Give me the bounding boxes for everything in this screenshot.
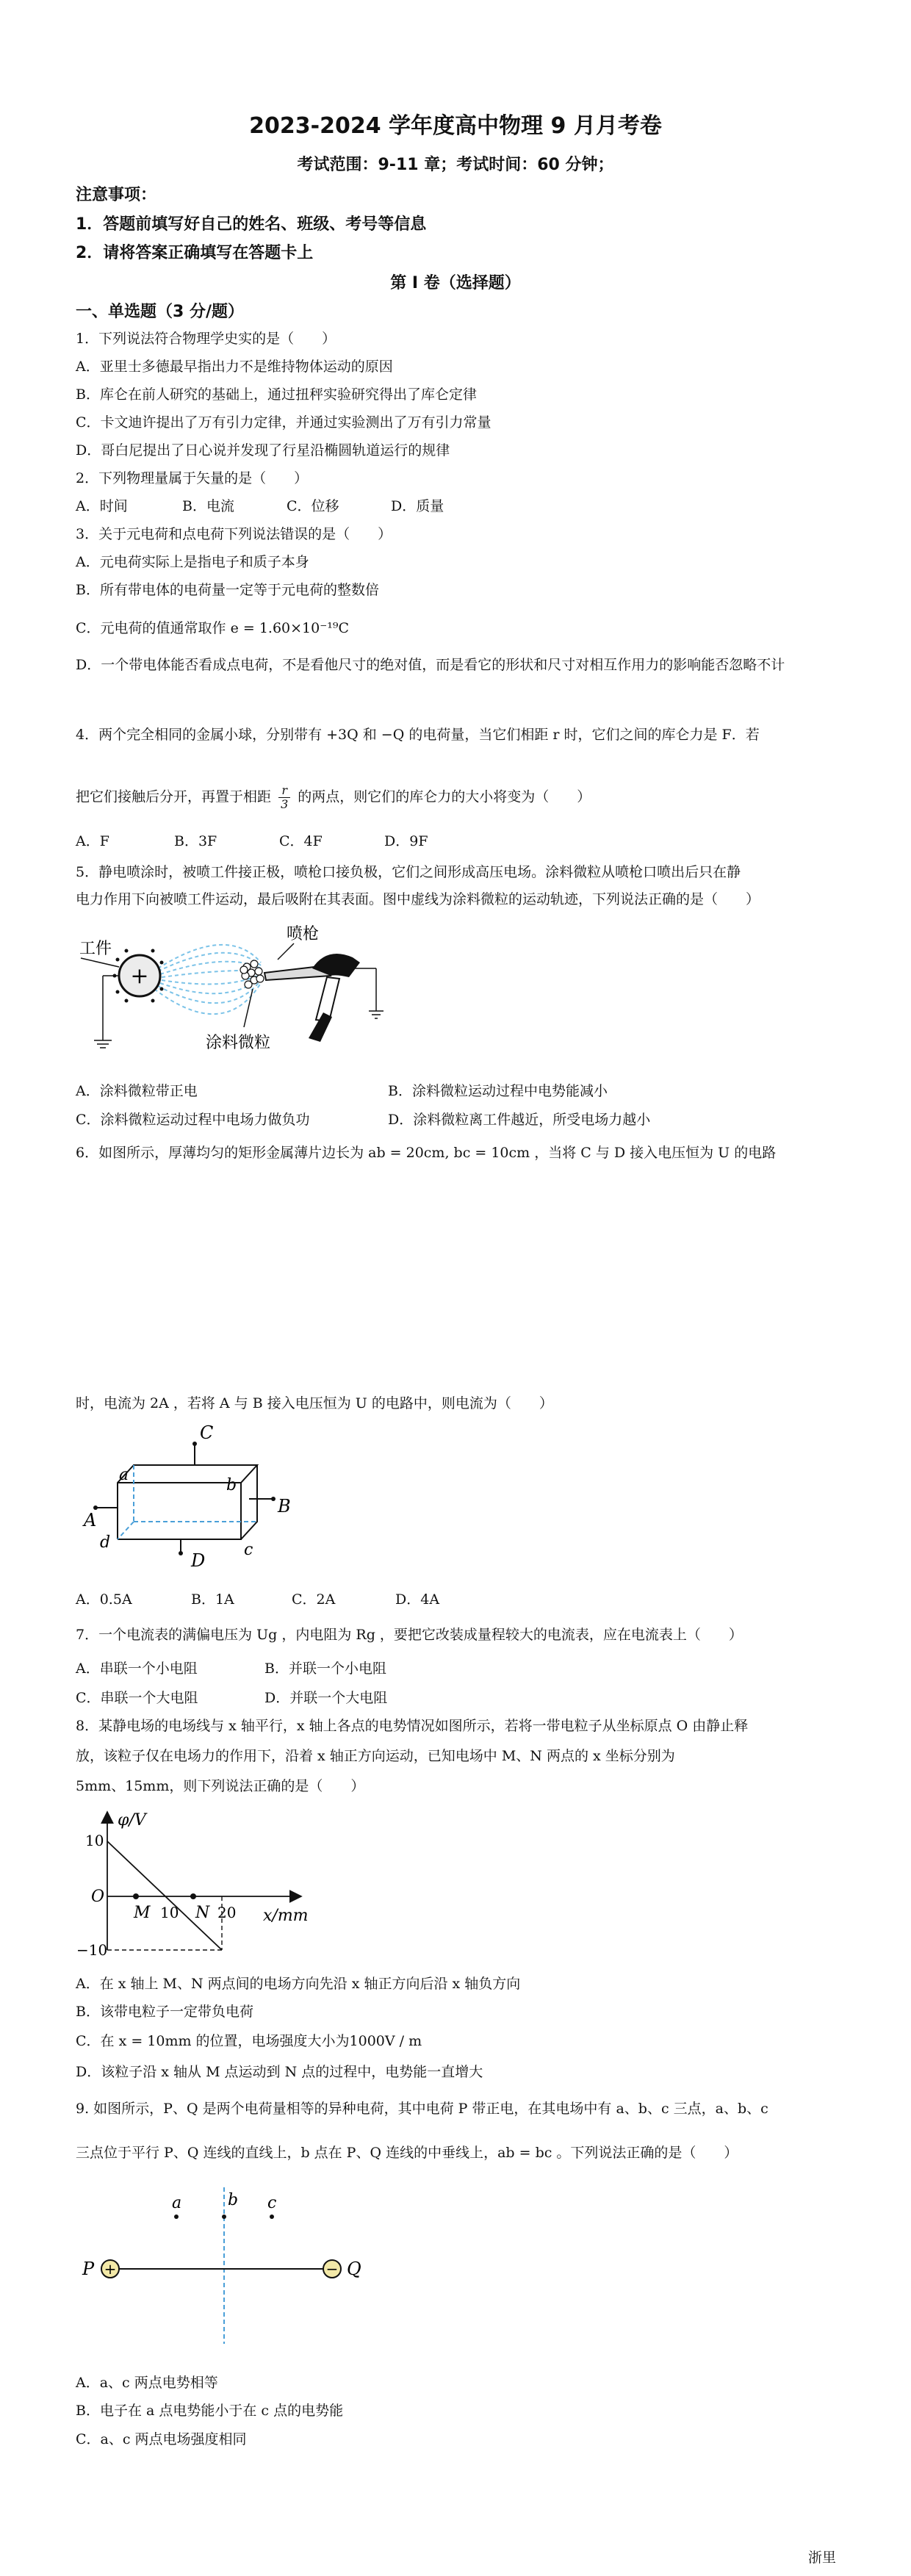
- q2-option-c: C．位移: [287, 498, 339, 514]
- q9-label-b: b: [228, 2191, 239, 2209]
- q8-stem-line3: 5mm、15mm，则下列说法正确的是（ ）: [76, 1778, 365, 1794]
- q7-option-b: B．并联一个小电阻: [264, 1661, 386, 1677]
- q4-stem-line2: [76, 784, 591, 811]
- q6-label-C: C: [200, 1422, 214, 1443]
- q8-potential-graph: [66, 1803, 323, 1965]
- q8-x-label: x/mm: [263, 1907, 309, 1925]
- notice-item: 2．请将答案正确填写在答题卡上: [76, 244, 314, 262]
- q6-plate-side: [241, 1465, 257, 1539]
- q4-option-a: A．F: [76, 833, 109, 849]
- q8-label-M: M: [134, 1904, 151, 1922]
- q9-point-b: [222, 2215, 226, 2219]
- q9-point-c: [270, 2215, 274, 2219]
- q5-label-gun: 喷枪: [287, 925, 320, 943]
- q6-option-b: B．1A: [191, 1591, 234, 1608]
- q6-option-a: A．0.5A: [76, 1591, 132, 1608]
- q5-option-c: C．涂料微粒运动过程中电场力做负功: [76, 1112, 310, 1128]
- q7-option-c: C．串联一个大电阻: [76, 1690, 198, 1706]
- q4-option-c: C．4F: [279, 833, 323, 849]
- q8-potential-line: [107, 1841, 222, 1950]
- q9-option-c: C．a、c 两点电场强度相同: [76, 2431, 247, 2447]
- q1-option-b: B．库仑在前人研究的基础上，通过扭秤实验研究得出了库仑定律: [76, 386, 477, 403]
- q9-charges-figure: [73, 2179, 382, 2347]
- footer-watermark: 浙里: [808, 2550, 837, 2566]
- q8-point-N: [190, 1893, 196, 1899]
- q6-label-b: b: [226, 1476, 237, 1494]
- q7-option-a: A．串联一个小电阻: [76, 1661, 198, 1677]
- q9-option-b: B．电子在 a 点电势能小于在 c 点的电势能: [76, 2403, 344, 2419]
- exam-title: 2023-2024 学年度高中物理 9 月月考卷: [249, 113, 662, 139]
- q1-option-c: C．卡文迪许提出了万有引力定律，并通过实验测出了万有引力常量: [76, 414, 491, 431]
- q5-particle-pointer: [244, 989, 253, 1027]
- q5-label-workpiece: 工件: [79, 940, 112, 958]
- q8-point-M: [133, 1893, 139, 1899]
- q9-stem-line1: 9. 如图所示，P、Q 是两个电荷量相等的异种电荷，其中电荷 P 带正电，在其电场中有 a、b、c 三点，a、b、c: [76, 2101, 768, 2117]
- q5-option-d: D．涂料微粒离工件越近，所受电场力越小: [388, 1112, 651, 1128]
- q5-plus-sign: +: [130, 963, 149, 989]
- q6-plate-front: [118, 1483, 241, 1539]
- q9-label-P: P: [82, 2259, 95, 2279]
- q9-P-plus: +: [104, 2260, 117, 2278]
- q6-terminal-A-dot: [93, 1505, 98, 1510]
- q6-label-D: D: [191, 1550, 206, 1571]
- q4-fraction: [278, 784, 290, 811]
- q8-y-label: φ/V: [118, 1811, 146, 1830]
- q6-label-A: A: [84, 1510, 97, 1530]
- q6-label-d: d: [100, 1533, 111, 1552]
- q3-option-d: D．一个带电体能否看成点电荷，不是看他尺寸的绝对值，而是看它的形状和尺寸对相互作用力的影响能否忽略不计: [76, 657, 785, 673]
- q8-origin-label: O: [91, 1888, 105, 1906]
- q6-label-a: a: [119, 1466, 129, 1484]
- q5-spray-figure: [73, 917, 397, 1064]
- q8-option-c: C．在 x = 10mm 的位置，电场强度大小为1000V / m: [76, 2033, 422, 2049]
- q6-stem-line2: 时，电流为 2A ，若将 A 与 B 接入电压恒为 U 的电路中，则电流为（ ）: [76, 1395, 553, 1411]
- q4-stem-line2-a: 把它们接触后分开，再置于相距: [76, 788, 272, 805]
- notice-item: 1．答题前填写好自己的姓名、班级、考号等信息: [76, 215, 427, 234]
- q5-option-b: B．涂料微粒运动过程中电势能减小: [388, 1083, 608, 1099]
- q1-option-d: D．哥白尼提出了日心说并发现了行星沿椭圆轨道运行的规律: [76, 442, 450, 458]
- q9-point-a: [174, 2215, 179, 2219]
- q1-option-a: A．亚里士多德最早指出力不是维持物体运动的原因: [76, 359, 393, 375]
- q6-label-B: B: [278, 1496, 291, 1517]
- q4-frac-num: r: [278, 784, 290, 798]
- notice-heading: 注意事项：: [76, 186, 157, 204]
- q3-option-c: C．元电荷的值通常取作 e = 1.60×10⁻¹⁹C: [76, 620, 350, 636]
- exam-subtitle: 考试范围：9-11 章；考试时间：60 分钟；: [297, 156, 614, 174]
- q5-label-particles: 涂料微粒: [206, 1034, 271, 1052]
- q4-stem-line1: 4．两个完全相同的金属小球，分别带有 +3Q 和 −Q 的电荷量，当它们相距 r 时，它们之间的库仑力是 F．若: [76, 727, 760, 743]
- q9-label-a: a: [172, 2194, 182, 2212]
- q7-stem: 7．一个电流表的满偏电压为 Ug ，内电阻为 Rg ，要把它改装成量程较大的电流表，应在电流表上（ ）: [76, 1627, 743, 1643]
- q9-stem-line2: 三点位于平行 P、Q 连线的直线上，b 点在 P、Q 连线的中垂线上，ab = bc 。下列说法正确的是（ ）: [76, 2145, 738, 2161]
- q8-stem-line2: 放，该粒子仅在电场力的作用下，沿着 x 轴正方向运动，已知电场中 M、N 两点的 x 坐标分别为: [76, 1748, 675, 1764]
- q8-option-a: A．在 x 轴上 M、N 两点间的电场方向先沿 x 轴正方向后沿 x 轴负方向: [76, 1976, 521, 1992]
- q8-stem-line1: 8．某静电场的电场线与 x 轴平行，x 轴上各点的电势情况如图所示，若将一带电粒子从坐标原点 O 由静止释: [76, 1718, 749, 1734]
- q4-option-b: B．3F: [174, 833, 217, 849]
- q1-stem: 1．下列说法符合物理学史实的是（ ）: [76, 331, 336, 347]
- q4-frac-den: 3: [281, 797, 289, 811]
- q5-stem-line1: 5．静电喷涂时，被喷工件接正极，喷枪口接负极，它们之间形成高压电场。涂料微粒从喷枪口喷出后只在静: [76, 864, 741, 880]
- q6-label-c: c: [244, 1541, 253, 1559]
- q9-label-c: c: [267, 2194, 277, 2212]
- q9-Q-minus: −: [325, 2260, 339, 2278]
- q9-option-a: A．a、c 两点电势相等: [76, 2375, 218, 2391]
- q4-option-d: D．9F: [384, 833, 428, 849]
- q6-terminal-B-dot: [271, 1497, 276, 1501]
- q6-terminal-D-dot: [179, 1551, 183, 1555]
- q6-option-c: C．2A: [292, 1591, 336, 1608]
- q5-gun-pointer: [278, 943, 294, 960]
- q8-ytick-10: 10: [85, 1832, 104, 1849]
- q2-option-a: A．时间: [76, 498, 128, 514]
- q2-option-b: B．电流: [182, 498, 234, 514]
- q2-stem: 2．下列物理量属于矢量的是（ ）: [76, 470, 309, 486]
- q2-option-d: D．质量: [391, 498, 444, 514]
- q8-option-b: B．该带电粒子一定带负电荷: [76, 2004, 253, 2020]
- q8-option-d: D．该粒子沿 x 轴从 M 点运动到 N 点的过程中，电势能一直增大: [76, 2064, 483, 2080]
- q3-option-b: B．所有带电体的电荷量一定等于元电荷的整数倍: [76, 582, 379, 598]
- q8-xtick-10: 10: [160, 1904, 179, 1921]
- q6-terminal-C-dot: [192, 1442, 197, 1446]
- q6-stem-line1: 6．如图所示，厚薄均匀的矩形金属薄片边长为 ab = 20cm, bc = 10cm ，当将 C 与 D 接入电压恒为 U 的电路: [76, 1145, 777, 1161]
- q8-xtick-20: 20: [217, 1904, 237, 1921]
- q8-label-N: N: [195, 1904, 210, 1922]
- q3-option-a: A．元电荷实际上是指电子和质子本身: [76, 554, 309, 570]
- q6-option-d: D．4A: [395, 1591, 440, 1608]
- section-title: 第 I 卷（选择题）: [390, 274, 521, 292]
- q3-stem: 3．关于元电荷和点电荷下列说法错误的是（ ）: [76, 526, 392, 542]
- q5-option-a: A．涂料微粒带正电: [76, 1083, 198, 1099]
- q7-option-d: D．并联一个大电阻: [264, 1690, 388, 1706]
- q6-plate-figure: [73, 1418, 309, 1576]
- q8-ytick-neg10: −10: [76, 1941, 108, 1959]
- q5-workpiece-pointer: [81, 958, 119, 967]
- q9-label-Q: Q: [347, 2259, 361, 2279]
- q4-stem-line2-b: 的两点，则它们的库仑力的大小将变为（ ）: [298, 788, 591, 805]
- q5-stem-line2: 电力作用下向被喷工件运动，最后吸附在其表面。图中虚线为涂料微粒的运动轨迹，下列说法正确的是（ ）: [76, 891, 760, 907]
- section-part: 一、单选题（3 分/题）: [76, 303, 245, 321]
